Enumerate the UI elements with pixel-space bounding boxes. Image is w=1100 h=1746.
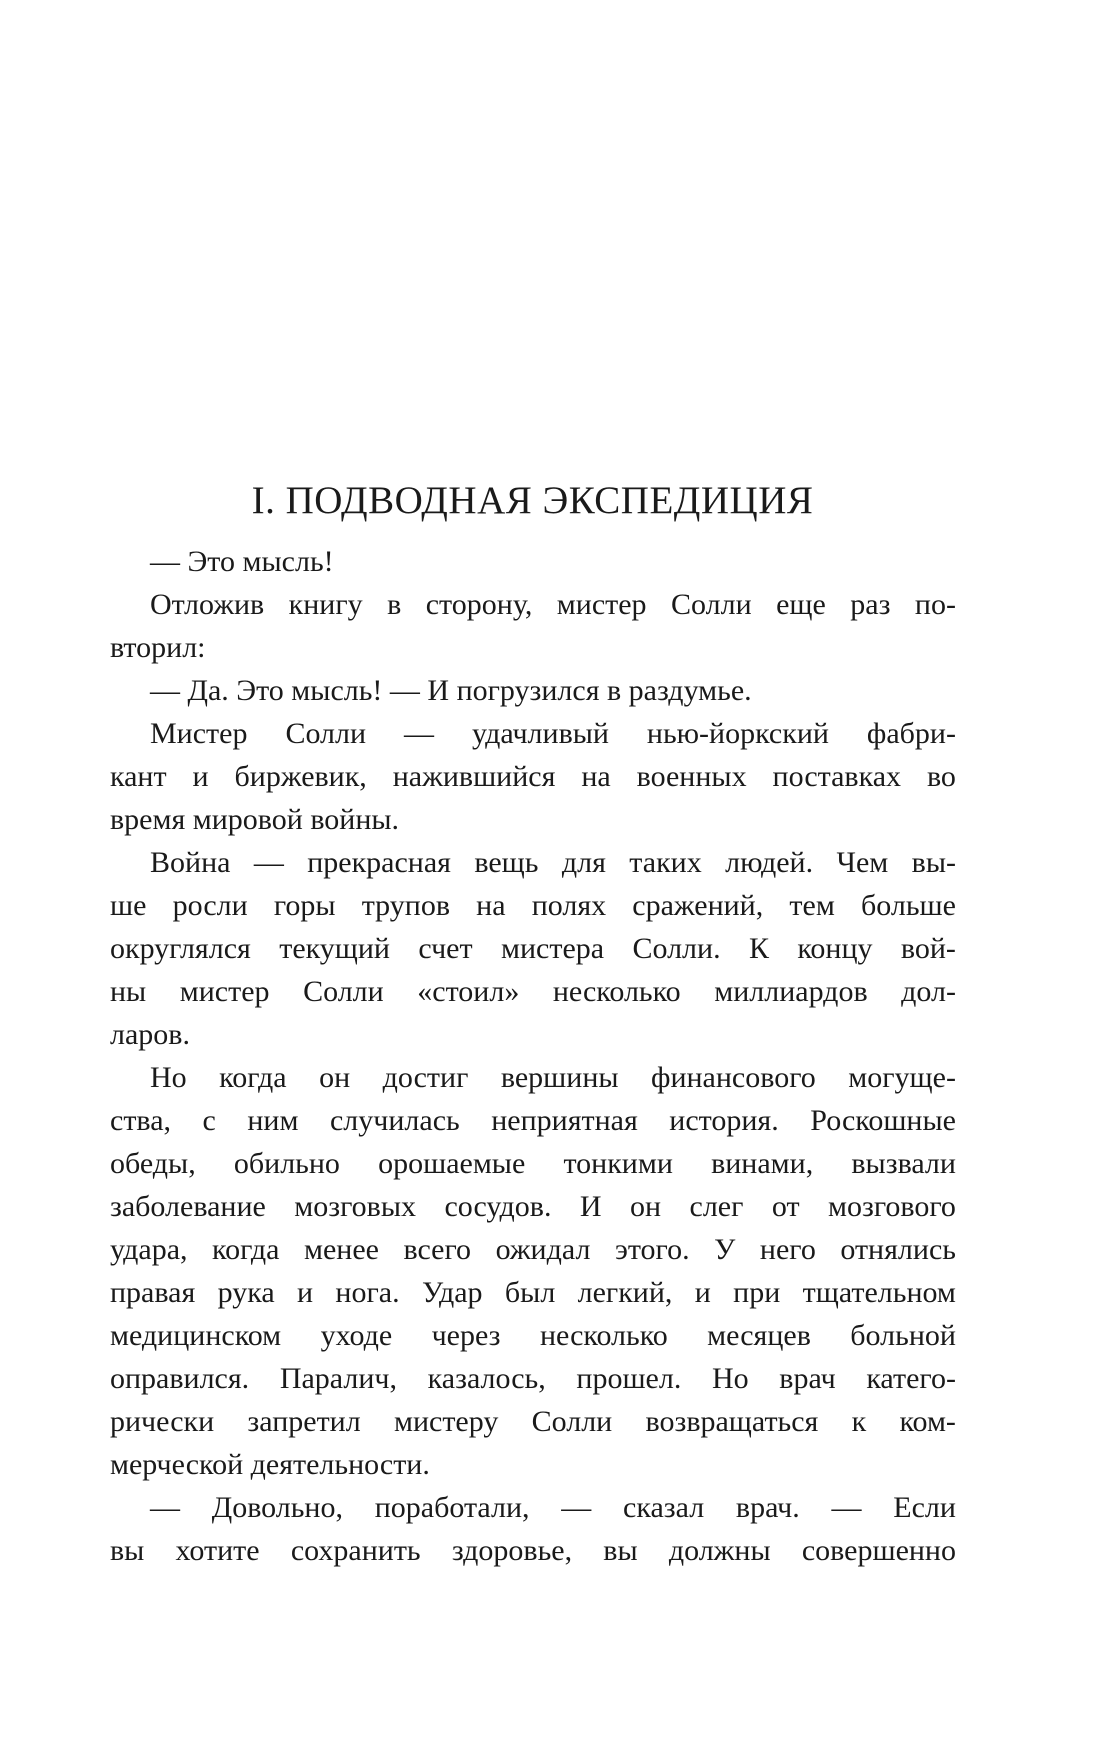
- chapter-title: I. ПОДВОДНАЯ ЭКСПЕДИЦИЯ: [251, 479, 814, 522]
- text-line: округлялся текущий счет мистера Солли. К концу вой-: [110, 932, 956, 965]
- text-line: ства, с ним случилась неприятная история. Роскошные: [110, 1104, 956, 1137]
- text-line: оправился. Паралич, казалось, прошел. Но врач катего-: [110, 1362, 956, 1395]
- text-line: медицинском уходе через несколько месяцев больной: [110, 1319, 956, 1352]
- text-line: — Да. Это мысль! — И погрузился в раздумье.: [150, 674, 752, 707]
- text-line: мерческой деятельности.: [110, 1448, 430, 1481]
- text-line: ше росли горы трупов на полях сражений, тем больше: [110, 889, 956, 922]
- text-line: кант и биржевик, нажившийся на военных поставках во: [110, 760, 956, 793]
- text-line: вы хотите сохранить здоровье, вы должны совершенно: [110, 1534, 956, 1567]
- text-line: обеды, обильно орошаемые тонкими винами, вызвали: [110, 1147, 956, 1180]
- text-line: Отложив книгу в сторону, мистер Солли еще раз по-: [150, 588, 956, 621]
- text-line: время мировой войны.: [110, 803, 400, 836]
- text-line: удара, когда менее всего ожидал этого. У него отнялись: [110, 1233, 956, 1266]
- text-line: Но когда он достиг вершины финансового могуще-: [150, 1061, 956, 1094]
- text-line: Мистер Солли — удачливый нью-йоркский фабри-: [150, 717, 956, 750]
- text-line: ны мистер Солли «стоил» несколько миллиардов дол-: [110, 975, 956, 1008]
- text-line: — Довольно, поработали, — сказал врач. — Если: [150, 1491, 956, 1524]
- text-line: Война — прекрасная вещь для таких людей. Чем вы-: [150, 846, 956, 879]
- text-line: вторил:: [110, 631, 206, 664]
- text-line: — Это мысль!: [150, 545, 334, 578]
- text-line: правая рука и нога. Удар был легкий, и при тщательном: [110, 1276, 956, 1309]
- chapter-body: [110, 540, 956, 1572]
- text-line: рически запретил мистеру Солли возвращаться к ком-: [110, 1405, 956, 1438]
- text-line: ларов.: [110, 1018, 190, 1051]
- text-line: заболевание мозговых сосудов. И он слег от мозгового: [110, 1190, 956, 1223]
